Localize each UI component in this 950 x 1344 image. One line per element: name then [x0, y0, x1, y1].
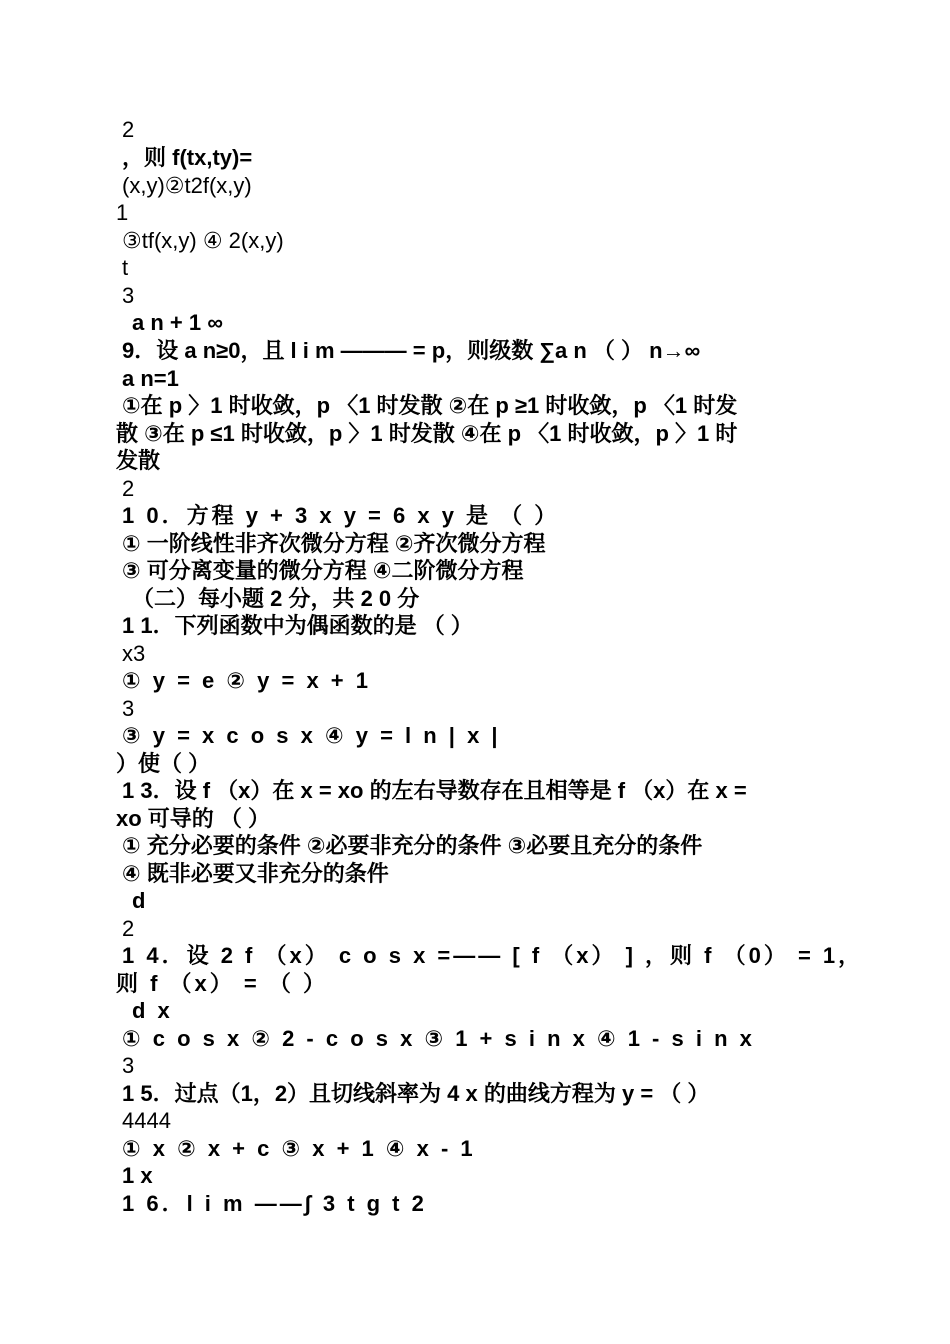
text-line-10: a n=1	[122, 366, 179, 391]
text-line-30: 2	[122, 916, 135, 941]
text-line-39: 1 x	[122, 1163, 153, 1188]
question-13-options-1: ① 充分必要的条件 ②必要非充分的条件 ③必要且充分的条件	[122, 833, 703, 858]
text-line-37: 4444	[122, 1108, 171, 1133]
text-line-5: ③tf(x,y) ④ 2(x,y)	[122, 228, 284, 253]
text-line-6: t	[122, 255, 129, 280]
question-10: 1 0．方程 y + 3 x y = 6 x y 是 （ ）	[122, 503, 560, 528]
question-9-options-3: 发散	[116, 448, 161, 473]
text-line-14: 2	[122, 476, 135, 501]
text-line-8: a n + 1 ∞	[132, 310, 223, 335]
text-line-24: ）使（ ）	[116, 751, 211, 776]
question-13-options-2: ④ 既非必要又非充分的条件	[122, 861, 389, 886]
question-10-options-1: ① 一阶线性非齐次微分方程 ②齐次微分方程	[122, 531, 546, 556]
text-line-20: x3	[122, 641, 146, 666]
question-14-options: ① c o s x ② 2 - c o s x ③ 1 + s i n x ④ 1 - s i n x	[122, 1026, 755, 1051]
text-line-3: (x,y)②t2f(x,y)	[122, 173, 252, 198]
text-line-29: d	[132, 888, 146, 913]
question-9-options-1: ①在 p 〉1 时收敛，p 〈1 时发散 ②在 p ≥1 时收敛，p 〈1 时发	[122, 393, 738, 418]
question-15-options: ① x ② x + c ③ x + 1 ④ x - 1	[122, 1136, 476, 1161]
text-line-1: 2	[122, 117, 135, 142]
section-header: （二）每小题 2 分，共 2 0 分	[132, 586, 420, 611]
question-9-options-2: 散 ③在 p ≤1 时收敛，p 〉1 时发散 ④在 p 〈1 时收敛，p 〉1 时	[116, 421, 738, 446]
question-11-options-2: ③ y = x c o s x ④ y = l n | x |	[122, 723, 501, 748]
question-9: 9．设 a n≥0，且 l i m ——— = p，则级数 ∑a n （ ） n→∞	[122, 338, 701, 363]
question-11-options-1: ① y = e ② y = x + 1	[122, 668, 371, 693]
text-line-4: 1	[116, 200, 129, 225]
question-13-cont: xo 可导的 （ ）	[116, 806, 271, 831]
question-10-options-2: ③ 可分离变量的微分方程 ④二阶微分方程	[122, 558, 524, 583]
text-line-35: 3	[122, 1053, 135, 1078]
question-13: 1 3．设 f （x）在 x = xo 的左右导数存在且相等是 f （x）在 x =	[122, 778, 747, 803]
question-16: 1 6．l i m ——∫ 3 t g t 2	[122, 1191, 427, 1216]
question-14: 1 4．设 2 f （x） c o s x =—— [ f （x） ] ，则 f （0） = 1，	[122, 943, 864, 968]
question-14-cont: 则 f （x） = （ ）	[116, 971, 328, 996]
question-15: 1 5．过点（1，2）且切线斜率为 4 x 的曲线方程为 y = （ ）	[122, 1081, 710, 1106]
text-line-7: 3	[122, 283, 135, 308]
text-line-33: d x	[132, 998, 173, 1023]
text-line-22: 3	[122, 696, 135, 721]
question-11: 1 1．下列函数中为偶函数的是 （ ）	[122, 613, 473, 638]
text-line-2: ，则 f(tx,ty)=	[122, 145, 253, 170]
